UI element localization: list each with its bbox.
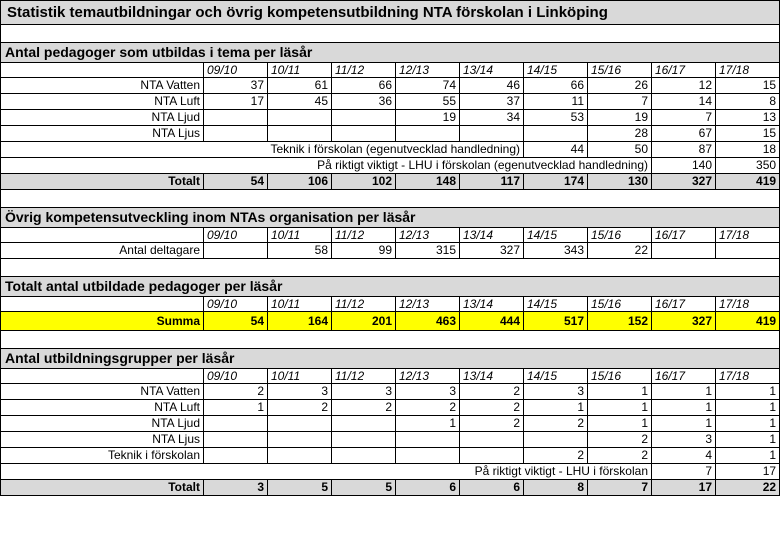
value-cell[interactable]: 22 bbox=[716, 480, 780, 496]
table-row bbox=[1, 142, 780, 158]
value-cell[interactable] bbox=[268, 448, 332, 464]
year-header[interactable]: 13/14 bbox=[460, 63, 524, 78]
value-cell[interactable]: 419 bbox=[716, 174, 780, 190]
value-cell[interactable]: 1 bbox=[588, 384, 652, 400]
value-cell[interactable]: 117 bbox=[460, 174, 524, 190]
value-cell[interactable]: 7 bbox=[588, 94, 652, 110]
value-cell[interactable]: 315 bbox=[396, 243, 460, 259]
row-label[interactable]: På riktigt viktigt - LHU i förskolan bbox=[1, 464, 652, 480]
value-cell[interactable]: 45 bbox=[268, 94, 332, 110]
value-cell[interactable] bbox=[460, 432, 524, 448]
value-cell[interactable]: 37 bbox=[460, 94, 524, 110]
sheet-body bbox=[1, 1, 780, 496]
value-cell[interactable]: 26 bbox=[588, 78, 652, 94]
value-cell[interactable] bbox=[396, 432, 460, 448]
value-cell[interactable] bbox=[204, 126, 268, 142]
value-cell[interactable]: 58 bbox=[268, 243, 332, 259]
value-cell[interactable]: 54 bbox=[204, 312, 268, 331]
value-cell[interactable]: 1 bbox=[588, 400, 652, 416]
value-cell[interactable]: 7 bbox=[652, 110, 716, 126]
value-cell[interactable]: 19 bbox=[396, 110, 460, 126]
value-cell[interactable]: 1 bbox=[204, 400, 268, 416]
value-cell[interactable]: 7 bbox=[652, 464, 716, 480]
value-cell[interactable]: 164 bbox=[268, 312, 332, 331]
value-cell[interactable]: 4 bbox=[652, 448, 716, 464]
value-cell[interactable]: 174 bbox=[524, 174, 588, 190]
value-cell[interactable]: 1 bbox=[652, 384, 716, 400]
value-cell[interactable]: 19 bbox=[588, 110, 652, 126]
value-cell[interactable] bbox=[460, 448, 524, 464]
year-header[interactable]: 17/18 bbox=[716, 228, 780, 243]
value-cell[interactable]: 8 bbox=[716, 94, 780, 110]
table-row bbox=[1, 94, 780, 110]
total-row bbox=[1, 174, 780, 190]
value-cell[interactable]: 46 bbox=[460, 78, 524, 94]
value-cell[interactable] bbox=[524, 126, 588, 142]
value-cell[interactable] bbox=[332, 126, 396, 142]
empty-cell[interactable] bbox=[1, 297, 204, 312]
value-cell[interactable]: 2 bbox=[588, 432, 652, 448]
value-cell[interactable]: 15 bbox=[716, 78, 780, 94]
value-cell[interactable]: 17 bbox=[716, 464, 780, 480]
value-cell[interactable]: 36 bbox=[332, 94, 396, 110]
empty-cell[interactable] bbox=[1, 25, 780, 43]
value-cell[interactable] bbox=[460, 126, 524, 142]
value-cell[interactable]: 34 bbox=[460, 110, 524, 126]
value-cell[interactable]: 106 bbox=[268, 174, 332, 190]
value-cell[interactable]: 28 bbox=[588, 126, 652, 142]
value-cell[interactable]: 17 bbox=[204, 94, 268, 110]
value-cell[interactable]: 2 bbox=[460, 400, 524, 416]
year-header[interactable]: 12/13 bbox=[396, 297, 460, 312]
section-heading[interactable]: Övrig kompetensutveckling inom NTAs organisation per läsår bbox=[1, 208, 780, 228]
value-cell[interactable] bbox=[524, 432, 588, 448]
row-label[interactable]: NTA Ljud bbox=[1, 110, 204, 126]
value-cell[interactable] bbox=[716, 243, 780, 259]
value-cell[interactable]: 37 bbox=[204, 78, 268, 94]
year-header-row bbox=[1, 63, 780, 78]
empty-cell[interactable] bbox=[1, 228, 204, 243]
year-header[interactable]: 16/17 bbox=[652, 297, 716, 312]
year-header[interactable]: 14/15 bbox=[524, 63, 588, 78]
value-cell[interactable]: 1 bbox=[588, 416, 652, 432]
year-header[interactable]: 14/15 bbox=[524, 369, 588, 384]
value-cell[interactable] bbox=[268, 416, 332, 432]
value-cell[interactable]: 3 bbox=[268, 384, 332, 400]
value-cell[interactable]: 1 bbox=[716, 432, 780, 448]
value-cell[interactable] bbox=[268, 432, 332, 448]
value-cell[interactable]: 2 bbox=[396, 400, 460, 416]
value-cell[interactable]: 13 bbox=[716, 110, 780, 126]
value-cell[interactable] bbox=[332, 448, 396, 464]
value-cell[interactable]: 327 bbox=[460, 243, 524, 259]
year-header-row bbox=[1, 228, 780, 243]
value-cell[interactable]: 55 bbox=[396, 94, 460, 110]
value-cell[interactable]: 1 bbox=[716, 384, 780, 400]
value-cell[interactable]: 419 bbox=[716, 312, 780, 331]
value-cell[interactable]: 5 bbox=[332, 480, 396, 496]
section-heading[interactable]: Antal pedagoger som utbildas i tema per läsår bbox=[1, 43, 780, 63]
value-cell[interactable]: 327 bbox=[652, 312, 716, 331]
value-cell[interactable]: 18 bbox=[716, 142, 780, 158]
year-header-row bbox=[1, 297, 780, 312]
spacer-row bbox=[1, 25, 780, 43]
year-header[interactable]: 11/12 bbox=[332, 63, 396, 78]
value-cell[interactable]: 152 bbox=[588, 312, 652, 331]
sheet-title[interactable]: Statistik temautbildningar och övrig kompetensutbildning NTA förskolan i Linköping bbox=[1, 1, 780, 25]
value-cell[interactable] bbox=[268, 126, 332, 142]
empty-cell[interactable] bbox=[1, 369, 204, 384]
year-header[interactable]: 10/11 bbox=[268, 228, 332, 243]
year-header[interactable]: 16/17 bbox=[652, 228, 716, 243]
value-cell[interactable]: 2 bbox=[460, 416, 524, 432]
title-row bbox=[1, 1, 780, 25]
row-label[interactable]: På riktigt viktigt - LHU i förskolan (egenutvecklad handledning) bbox=[1, 158, 652, 174]
value-cell[interactable]: 22 bbox=[588, 243, 652, 259]
table-row bbox=[1, 384, 780, 400]
value-cell[interactable] bbox=[204, 416, 268, 432]
value-cell[interactable]: 343 bbox=[524, 243, 588, 259]
table-row bbox=[1, 432, 780, 448]
table-row bbox=[1, 126, 780, 142]
year-header[interactable]: 10/11 bbox=[268, 369, 332, 384]
row-label[interactable]: NTA Vatten bbox=[1, 384, 204, 400]
value-cell[interactable]: 102 bbox=[332, 174, 396, 190]
value-cell[interactable] bbox=[332, 432, 396, 448]
value-cell[interactable]: 3 bbox=[204, 480, 268, 496]
year-header[interactable]: 11/12 bbox=[332, 369, 396, 384]
spacer-row bbox=[1, 331, 780, 349]
value-cell[interactable]: 2 bbox=[332, 400, 396, 416]
value-cell[interactable]: 15 bbox=[716, 126, 780, 142]
year-header[interactable]: 17/18 bbox=[716, 63, 780, 78]
row-label[interactable]: Teknik i förskolan bbox=[1, 448, 204, 464]
empty-cell[interactable] bbox=[1, 259, 780, 277]
year-header[interactable]: 13/14 bbox=[460, 228, 524, 243]
value-cell[interactable]: 1 bbox=[396, 416, 460, 432]
year-header[interactable]: 16/17 bbox=[652, 369, 716, 384]
value-cell[interactable]: 61 bbox=[268, 78, 332, 94]
value-cell[interactable] bbox=[204, 448, 268, 464]
value-cell[interactable]: 54 bbox=[204, 174, 268, 190]
year-header[interactable]: 11/12 bbox=[332, 228, 396, 243]
value-cell[interactable]: 12 bbox=[652, 78, 716, 94]
empty-cell[interactable] bbox=[1, 63, 204, 78]
year-header[interactable]: 09/10 bbox=[204, 369, 268, 384]
spacer-row bbox=[1, 190, 780, 208]
value-cell[interactable]: 2 bbox=[460, 384, 524, 400]
value-cell[interactable]: 2 bbox=[524, 416, 588, 432]
year-header[interactable]: 10/11 bbox=[268, 297, 332, 312]
row-label[interactable]: Antal deltagare bbox=[1, 243, 204, 259]
value-cell[interactable]: 148 bbox=[396, 174, 460, 190]
row-label[interactable]: NTA Luft bbox=[1, 94, 204, 110]
value-cell[interactable] bbox=[204, 110, 268, 126]
value-cell[interactable]: 87 bbox=[652, 142, 716, 158]
year-header[interactable]: 13/14 bbox=[460, 297, 524, 312]
value-cell[interactable]: 17 bbox=[652, 480, 716, 496]
value-cell[interactable]: 327 bbox=[652, 174, 716, 190]
value-cell[interactable] bbox=[396, 126, 460, 142]
value-cell[interactable]: 444 bbox=[460, 312, 524, 331]
year-header[interactable]: 15/16 bbox=[588, 369, 652, 384]
total-row bbox=[1, 480, 780, 496]
value-cell[interactable]: 5 bbox=[268, 480, 332, 496]
row-label[interactable]: Totalt bbox=[1, 480, 204, 496]
year-header[interactable]: 09/10 bbox=[204, 63, 268, 78]
year-header[interactable]: 17/18 bbox=[716, 297, 780, 312]
value-cell[interactable]: 50 bbox=[588, 142, 652, 158]
section-heading-row bbox=[1, 277, 780, 297]
value-cell[interactable]: 11 bbox=[524, 94, 588, 110]
value-cell[interactable]: 66 bbox=[332, 78, 396, 94]
value-cell[interactable]: 3 bbox=[396, 384, 460, 400]
table-row bbox=[1, 78, 780, 94]
table-row bbox=[1, 464, 780, 480]
row-label[interactable]: NTA Vatten bbox=[1, 78, 204, 94]
value-cell[interactable]: 2 bbox=[524, 448, 588, 464]
value-cell[interactable]: 44 bbox=[524, 142, 588, 158]
year-header[interactable]: 10/11 bbox=[268, 63, 332, 78]
table-row bbox=[1, 243, 780, 259]
value-cell[interactable] bbox=[332, 110, 396, 126]
year-header[interactable]: 09/10 bbox=[204, 297, 268, 312]
value-cell[interactable] bbox=[396, 448, 460, 464]
value-cell[interactable] bbox=[268, 110, 332, 126]
value-cell[interactable]: 517 bbox=[524, 312, 588, 331]
year-header[interactable]: 15/16 bbox=[588, 228, 652, 243]
value-cell[interactable]: 53 bbox=[524, 110, 588, 126]
value-cell[interactable]: 66 bbox=[524, 78, 588, 94]
row-label[interactable]: NTA Ljus bbox=[1, 126, 204, 142]
value-cell[interactable]: 6 bbox=[396, 480, 460, 496]
value-cell[interactable]: 1 bbox=[716, 416, 780, 432]
value-cell[interactable]: 1 bbox=[716, 400, 780, 416]
row-label[interactable]: NTA Ljus bbox=[1, 432, 204, 448]
value-cell[interactable]: 99 bbox=[332, 243, 396, 259]
row-label[interactable]: NTA Luft bbox=[1, 400, 204, 416]
value-cell[interactable] bbox=[204, 432, 268, 448]
value-cell[interactable]: 6 bbox=[460, 480, 524, 496]
year-header[interactable]: 12/13 bbox=[396, 63, 460, 78]
value-cell[interactable]: 350 bbox=[716, 158, 780, 174]
section-heading-row bbox=[1, 349, 780, 369]
value-cell[interactable]: 14 bbox=[652, 94, 716, 110]
value-cell[interactable]: 67 bbox=[652, 126, 716, 142]
value-cell[interactable]: 2 bbox=[204, 384, 268, 400]
table-row bbox=[1, 400, 780, 416]
value-cell[interactable]: 463 bbox=[396, 312, 460, 331]
value-cell[interactable]: 3 bbox=[652, 432, 716, 448]
row-label[interactable]: Summa bbox=[1, 312, 204, 331]
value-cell[interactable] bbox=[652, 243, 716, 259]
value-cell[interactable]: 8 bbox=[524, 480, 588, 496]
value-cell[interactable]: 140 bbox=[652, 158, 716, 174]
year-header-row bbox=[1, 369, 780, 384]
value-cell[interactable]: 7 bbox=[588, 480, 652, 496]
year-header[interactable]: 12/13 bbox=[396, 369, 460, 384]
value-cell[interactable]: 2 bbox=[588, 448, 652, 464]
section-heading-row bbox=[1, 43, 780, 63]
value-cell[interactable]: 2 bbox=[268, 400, 332, 416]
table-row bbox=[1, 158, 780, 174]
value-cell[interactable]: 74 bbox=[396, 78, 460, 94]
year-header[interactable]: 11/12 bbox=[332, 297, 396, 312]
value-cell[interactable] bbox=[204, 243, 268, 259]
table-row bbox=[1, 448, 780, 464]
table-row bbox=[1, 110, 780, 126]
value-cell[interactable]: 1 bbox=[524, 400, 588, 416]
section-heading-row bbox=[1, 208, 780, 228]
value-cell[interactable]: 1 bbox=[652, 416, 716, 432]
value-cell[interactable]: 3 bbox=[524, 384, 588, 400]
empty-cell[interactable] bbox=[1, 190, 780, 208]
row-label[interactable]: Teknik i förskolan (egenutvecklad handledning) bbox=[1, 142, 524, 158]
value-cell[interactable] bbox=[332, 416, 396, 432]
year-header[interactable]: 17/18 bbox=[716, 369, 780, 384]
year-header[interactable]: 13/14 bbox=[460, 369, 524, 384]
year-header[interactable]: 14/15 bbox=[524, 228, 588, 243]
value-cell[interactable]: 201 bbox=[332, 312, 396, 331]
value-cell[interactable]: 3 bbox=[332, 384, 396, 400]
year-header[interactable]: 09/10 bbox=[204, 228, 268, 243]
row-label[interactable]: NTA Ljud bbox=[1, 416, 204, 432]
row-label[interactable]: Totalt bbox=[1, 174, 204, 190]
value-cell[interactable]: 1 bbox=[652, 400, 716, 416]
table-row bbox=[1, 416, 780, 432]
year-header[interactable]: 16/17 bbox=[652, 63, 716, 78]
value-cell[interactable]: 130 bbox=[588, 174, 652, 190]
spacer-row bbox=[1, 259, 780, 277]
year-header[interactable]: 15/16 bbox=[588, 297, 652, 312]
year-header[interactable]: 15/16 bbox=[588, 63, 652, 78]
value-cell[interactable]: 1 bbox=[716, 448, 780, 464]
section-heading[interactable]: Totalt antal utbildade pedagoger per läsår bbox=[1, 277, 780, 297]
year-header[interactable]: 12/13 bbox=[396, 228, 460, 243]
section-heading[interactable]: Antal utbildningsgrupper per läsår bbox=[1, 349, 780, 369]
summa-row bbox=[1, 312, 780, 331]
empty-cell[interactable] bbox=[1, 331, 780, 349]
year-header[interactable]: 14/15 bbox=[524, 297, 588, 312]
